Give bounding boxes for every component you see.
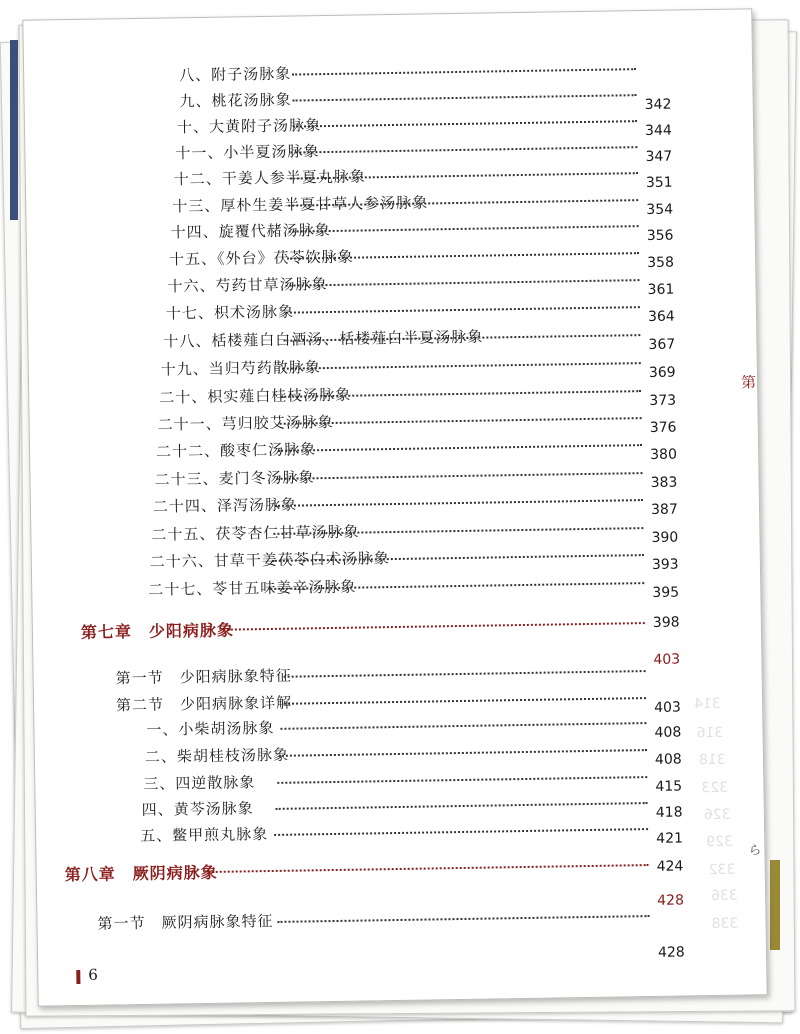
entry-title: 二十六、甘草干姜茯苓白术汤脉象 [149, 549, 390, 571]
ghost-number: 326 [703, 806, 731, 824]
entry-page-number: 358 [647, 254, 675, 272]
edge-char-top: 第 [740, 373, 757, 392]
entry-page-number: 408 [654, 724, 682, 741]
ghost-number: 332 [708, 861, 736, 879]
dot-leader [275, 499, 643, 507]
dot-leader [279, 749, 647, 757]
entry-page-number: 390 [651, 529, 679, 546]
ghost-number: 316 [696, 724, 724, 742]
dot-leader [284, 670, 646, 678]
folio-marker [76, 970, 80, 984]
ghost-number: 314 [694, 695, 721, 713]
entry-page-number: 408 [654, 751, 682, 768]
edge-char-bottom: ら [748, 843, 762, 859]
entry-page-number: 403 [654, 699, 682, 716]
dot-leader [284, 697, 646, 705]
entry-page-number: 428 [657, 944, 685, 961]
entry-page-number: 351 [645, 174, 673, 192]
dot-leader [276, 802, 648, 810]
entry-title: 第二节 少阳病脉象详解 [115, 693, 293, 715]
entry-title: 十六、芍药甘草汤脉象 [167, 275, 328, 296]
chapter-title: 第七章 少阳病脉象 [80, 620, 235, 642]
dot-leader [223, 622, 645, 631]
entry-title: 十三、厚朴生姜半夏甘草人参汤脉象 [172, 193, 429, 216]
entry-title: 二十二、酸枣仁汤脉象 [155, 440, 317, 461]
entry-title: 十九、当归芍药散脉象 [160, 358, 321, 379]
entry-title: 二十一、芎归胶艾汤脉象 [157, 412, 334, 434]
dot-leader [290, 146, 637, 153]
entry-page-number: 376 [649, 419, 677, 436]
dot-leader [277, 915, 649, 923]
dot-leader [282, 362, 641, 370]
entry-title: 九、桃花汤脉象 [179, 90, 292, 111]
entry-title: 二十七、苓甘五味姜辛汤脉象 [148, 577, 357, 599]
dot-leader [293, 94, 637, 101]
dot-leader [209, 864, 649, 873]
dot-leader [285, 279, 639, 287]
dot-leader [292, 68, 636, 75]
entry-title: 十二、干姜人参半夏丸脉象 [173, 167, 366, 189]
entry-title: 八、附子汤脉象 [179, 64, 292, 85]
entry-page-number: 393 [651, 556, 679, 573]
entry-page-number: 342 [644, 96, 672, 114]
entry-page-number: 347 [645, 148, 673, 166]
entry-title: 四、黄芩汤脉象 [141, 799, 254, 820]
book-spine-right [770, 860, 780, 950]
entry-title: 十七、枳术汤脉象 [165, 302, 295, 323]
dot-leader [280, 417, 642, 425]
page-number: 6 [88, 965, 98, 984]
entry-page-number: 361 [647, 281, 675, 299]
ghost-number: 336 [711, 887, 738, 905]
ghost-number: 338 [711, 915, 739, 933]
entry-title: 十一、小半夏汤脉象 [175, 142, 320, 163]
entry-page-number: 418 [655, 804, 683, 821]
entry-title: 二十四、泽泻汤脉象 [152, 495, 298, 516]
entry-page-number: 354 [646, 201, 674, 219]
dot-leader [289, 225, 639, 232]
entry-page-number: 428 [657, 892, 685, 909]
dot-leader [274, 828, 648, 836]
dot-leader [280, 722, 646, 730]
entry-title: 十五、《外台》茯苓饮脉象 [168, 247, 354, 269]
entry-page-number: 398 [652, 614, 680, 631]
book-spine-left [10, 40, 18, 220]
entry-page-number: 421 [656, 830, 684, 847]
entry-title: 第一节 厥阴病脉象特征 [97, 911, 274, 933]
entry-title: 二十、枳实薤白桂枝汤脉象 [159, 385, 352, 407]
ghost-number: 329 [706, 833, 734, 851]
dot-leader [278, 444, 642, 452]
entry-title: 一、小柴胡汤脉象 [146, 718, 275, 739]
toc-page [22, 8, 767, 1006]
entry-page-number: 344 [644, 122, 672, 140]
dot-leader [286, 306, 640, 314]
entry-page-number: 415 [655, 778, 683, 795]
entry-page-number: 424 [656, 858, 684, 875]
entry-page-number: 356 [646, 227, 674, 245]
entry-page-number: 380 [650, 446, 678, 463]
entry-page-number: 387 [650, 501, 678, 518]
entry-page-number: 367 [648, 336, 676, 353]
entry-page-number: 395 [652, 584, 680, 601]
entry-title: 十、大黄附子汤脉象 [176, 116, 322, 137]
dot-leader [277, 472, 643, 480]
entry-page-number: 403 [653, 651, 681, 668]
dot-leader [277, 776, 647, 784]
entry-title: 第一节 少阳病脉象特征 [115, 666, 292, 688]
entry-title: 二十三、麦门冬汤脉象 [154, 468, 315, 489]
entry-page-number: 364 [647, 308, 675, 326]
entry-page-number: 369 [648, 364, 676, 381]
entry-title: 三、四逆散脉象 [143, 773, 256, 793]
entry-title: 十四、旋覆代赭汤脉象 [170, 220, 331, 242]
entry-title: 五、鳖甲煎丸脉象 [139, 825, 269, 846]
entry-page-number: 383 [650, 474, 678, 491]
entry-title: 十八、栝楼薤白白酒汤、栝楼薤白半夏汤脉象 [163, 327, 484, 351]
entry-title: 二十五、茯苓杏仁甘草汤脉象 [151, 522, 360, 544]
dot-leader [293, 120, 637, 127]
chapter-title: 第八章 厥阴病脉象 [64, 862, 218, 885]
ghost-number: 323 [701, 779, 729, 797]
entry-title: 二、柴胡桂枝汤脉象 [144, 745, 290, 766]
entry-page-number: 373 [649, 392, 677, 409]
ghost-number: 318 [698, 751, 726, 769]
